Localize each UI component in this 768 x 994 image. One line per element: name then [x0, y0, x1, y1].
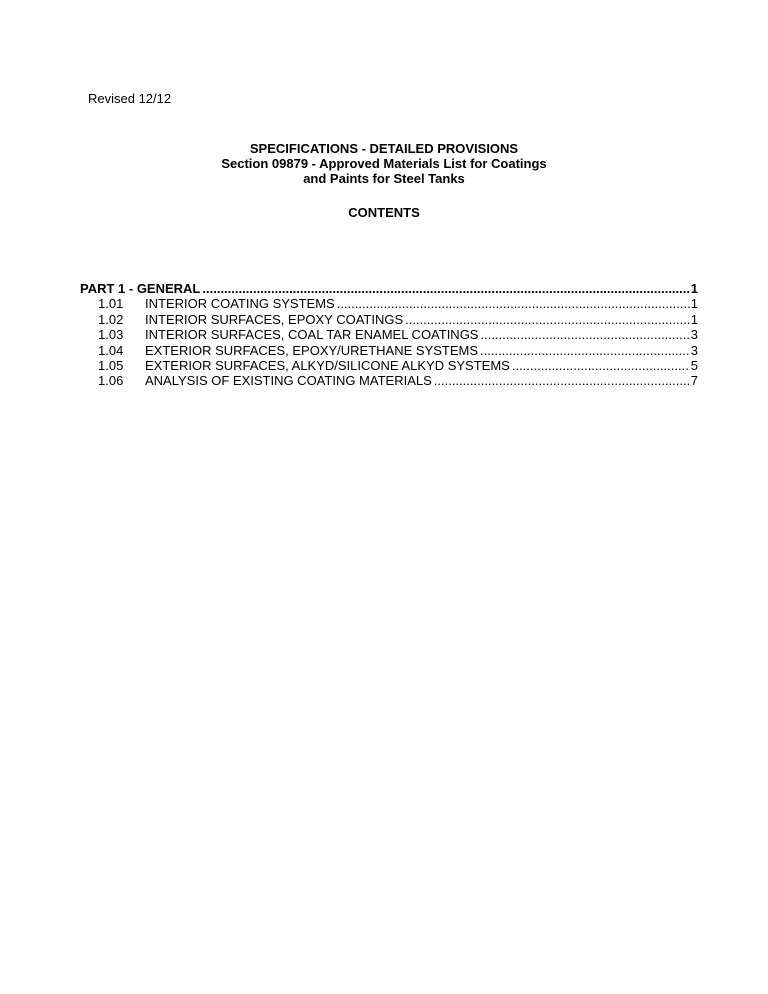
toc-item-number: 1.06 — [98, 373, 124, 389]
toc-item-1-01[interactable] — [80, 296, 698, 311]
toc-leader — [480, 327, 689, 342]
toc-item-number: 1.04 — [98, 342, 124, 358]
toc-leader — [512, 358, 690, 373]
toc-part-title: PART 1 - GENERAL — [80, 281, 201, 296]
toc-item-number: 1.01 — [98, 296, 124, 312]
revision-note: Revised 12/12 — [88, 91, 172, 106]
toc-leader — [202, 281, 689, 296]
toc-leader — [480, 343, 690, 358]
toc-item-1-02[interactable] — [80, 312, 698, 327]
header-line-1: SPECIFICATIONS - DETAILED PROVISIONS — [249, 141, 519, 156]
toc-leader — [337, 296, 690, 311]
toc-item-title: INTERIOR SURFACES, EPOXY COATINGS — [145, 311, 404, 327]
header-line-3: and Paints for Steel Tanks — [303, 171, 465, 186]
toc-item-page: 3 — [690, 342, 698, 358]
toc-leader — [434, 373, 690, 388]
header-line-2: Section 09879 - Approved Materials List for Coatings — [221, 156, 547, 171]
toc-item-page: 1 — [690, 311, 698, 327]
toc-item-page: 7 — [690, 373, 698, 389]
toc-item-page: 1 — [690, 296, 698, 312]
toc-item-title: ANALYSIS OF EXISTING COATING MATERIALS — [145, 373, 432, 389]
toc-item-title: INTERIOR COATING SYSTEMS — [145, 296, 335, 312]
toc-item-number: 1.05 — [98, 358, 124, 374]
toc-part-page: 1 — [690, 281, 698, 296]
toc-item-1-06[interactable] — [80, 373, 698, 388]
toc-item-page: 5 — [690, 358, 698, 374]
toc-item-title: EXTERIOR SURFACES, ALKYD/SILICONE ALKYD SYSTEMS — [145, 358, 510, 374]
toc-item-page: 3 — [690, 327, 698, 343]
document-header — [0, 141, 768, 186]
toc-item-1-05[interactable] — [80, 358, 698, 373]
toc-item-title: INTERIOR SURFACES, COAL TAR ENAMEL COATINGS — [145, 327, 479, 343]
toc-item-number: 1.02 — [98, 311, 124, 327]
toc-item-1-03[interactable] — [80, 327, 698, 342]
toc-item-number: 1.03 — [98, 327, 124, 343]
toc-part-1[interactable] — [80, 281, 698, 296]
table-of-contents — [80, 281, 698, 389]
contents-heading: CONTENTS — [348, 205, 420, 220]
toc-leader — [405, 312, 690, 327]
toc-item-1-04[interactable] — [80, 343, 698, 358]
toc-item-title: EXTERIOR SURFACES, EPOXY/URETHANE SYSTEMS — [145, 342, 479, 358]
